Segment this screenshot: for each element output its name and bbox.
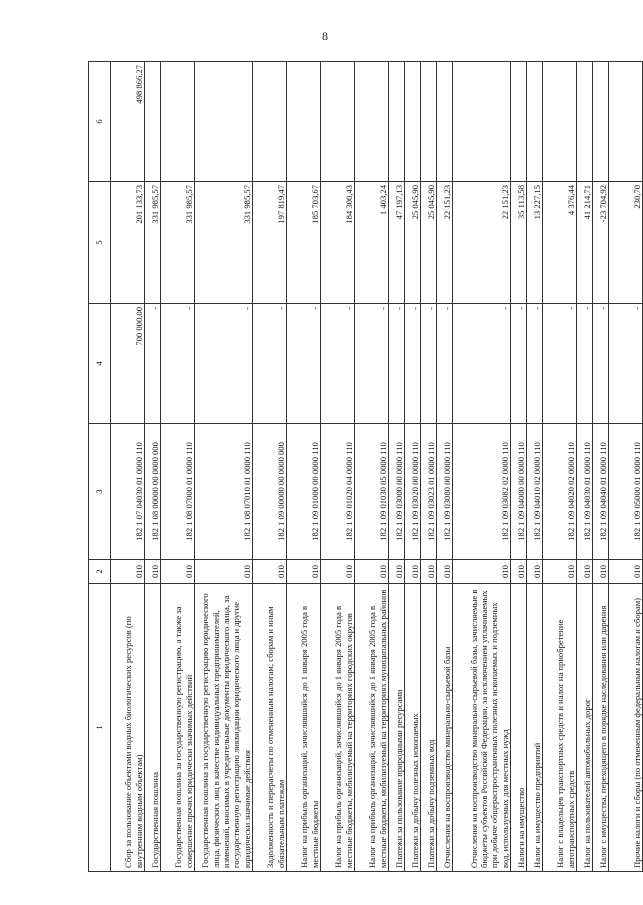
header-cell-3: 3 [89, 424, 111, 560]
row-fact: 25 045,90 [421, 182, 437, 304]
rotated-page-area [88, 62, 642, 872]
row-name: Государственная пошлина за государственную регистрацию, а также за совершение прочих юридически значимых действий [161, 584, 195, 872]
header-cell-1: 1 [89, 584, 111, 872]
row-code-kbk: 182 1 07 04030 01 0000 110 [111, 424, 145, 560]
row-plan: - [527, 304, 543, 424]
table-row [453, 62, 511, 872]
row-plan: - [145, 304, 161, 424]
revenue-table [88, 61, 643, 872]
row-name: Налог на имущество предприятий [527, 584, 543, 872]
row-fact: 35 113,58 [511, 182, 527, 304]
table-row [111, 62, 145, 872]
row-code-line: 010 [527, 560, 543, 584]
row-code-kbk: 182 1 09 01000 00 0000 110 [287, 424, 321, 560]
row-unfulfilled [421, 62, 437, 182]
row-code-line: 010 [593, 560, 609, 584]
row-unfulfilled [195, 62, 253, 182]
row-code-kbk: 182 1 09 04040 01 0000 110 [593, 424, 609, 560]
row-plan: - [253, 304, 287, 424]
row-name: Налог на прибыль организаций, зачислявшийся до 1 января 2005 года в местные бюджеты, мобилизуемый на территориях городских округов [321, 584, 355, 872]
revenue-table-frame [88, 62, 642, 872]
row-plan: - [321, 304, 355, 424]
row-code-line: 010 [287, 560, 321, 584]
table-row [405, 62, 421, 872]
row-unfulfilled [161, 62, 195, 182]
row-code-kbk: 182 1 09 03000 00 0000 110 [389, 424, 405, 560]
row-plan: - [405, 304, 421, 424]
header-cell-6: 6 [89, 62, 111, 182]
row-code-kbk: 182 1 09 04000 00 0000 110 [511, 424, 527, 560]
row-unfulfilled [593, 62, 609, 182]
row-fact: 1 403,24 [355, 182, 389, 304]
row-plan: - [161, 304, 195, 424]
row-plan: - [453, 304, 511, 424]
row-code-line: 010 [453, 560, 511, 584]
row-name: Налог с имущества, переходящего в порядке наследования или дарения [593, 584, 609, 872]
row-name: Налог с владельцев транспортных средств и налог на приобретение автотранспортных средств [543, 584, 577, 872]
header-cell-4: 4 [89, 304, 111, 424]
row-unfulfilled [389, 62, 405, 182]
row-fact: 22 151,23 [437, 182, 453, 304]
table-row [355, 62, 389, 872]
row-unfulfilled [577, 62, 593, 182]
row-code-kbk: 182 1 09 03020 00 0000 110 [405, 424, 421, 560]
row-plan: 700 000,00 [111, 304, 145, 424]
row-name: Сбор за пользование объектами водных биологических ресурсов (по внутренним водным объектам) [111, 584, 145, 872]
row-name: Отчисления на воспроизводство минерально-сырьевой базы [437, 584, 453, 872]
row-name: Налог на прибыль организаций, зачислявшийся до 1 января 2005 года в местные бюджеты [287, 584, 321, 872]
row-plan: - [511, 304, 527, 424]
row-fact: 184 300,43 [321, 182, 355, 304]
row-fact: 185 703,67 [287, 182, 321, 304]
row-unfulfilled [453, 62, 511, 182]
row-code-kbk: 182 1 08 00000 00 0000 000 [145, 424, 161, 560]
row-fact: 331 985,57 [195, 182, 253, 304]
row-unfulfilled: 498 866,27 [111, 62, 145, 182]
row-fact: -23 704,92 [593, 182, 609, 304]
table-row [253, 62, 287, 872]
table-row [321, 62, 355, 872]
table-row [287, 62, 321, 872]
row-plan: - [593, 304, 609, 424]
row-code-kbk: 182 1 08 07000 01 0000 110 [161, 424, 195, 560]
row-code-kbk: 182 1 09 04010 02 0000 110 [527, 424, 543, 560]
row-name: Налог на прибыль организаций, зачислявшийся до 1 января 2005 года в местные бюджеты, мобилизуемый на территориях муниципальных районов [355, 584, 389, 872]
row-unfulfilled [321, 62, 355, 182]
row-code-line: 010 [111, 560, 145, 584]
row-code-line: 010 [195, 560, 253, 584]
row-code-line: 010 [421, 560, 437, 584]
row-name: Платежи за добычу подземных вод [421, 584, 437, 872]
header-cell-5: 5 [89, 182, 111, 304]
table-row [609, 62, 643, 872]
row-name: Государственная пошлина за государственную регистрацию юридического лица, физических лиц в качестве индивидуальных предпринимателей, изменений, вносимых в учредительные документы юридического лица, за государственную регистрацию ликвидации юридического лица и другие юридически значимые действия [195, 584, 253, 872]
row-unfulfilled [437, 62, 453, 182]
row-fact: 22 151,23 [453, 182, 511, 304]
row-fact: 25 045,90 [405, 182, 421, 304]
row-fact: 331 985,57 [145, 182, 161, 304]
row-name: Платежи за пользование природными ресурсами [389, 584, 405, 872]
row-code-kbk: 182 1 09 03082 02 0000 110 [453, 424, 511, 560]
table-row [593, 62, 609, 872]
table-row [437, 62, 453, 872]
page-number: 8 [322, 29, 328, 43]
row-unfulfilled [355, 62, 389, 182]
table-row [161, 62, 195, 872]
table-row [195, 62, 253, 872]
row-code-line: 010 [577, 560, 593, 584]
row-unfulfilled [253, 62, 287, 182]
row-code-kbk: 182 1 09 05000 01 0000 110 [609, 424, 643, 560]
row-code-line: 010 [511, 560, 527, 584]
row-name: Отчисления на воспроизводство минерально-сырьевой базы, зачисляемые в бюджеты субъектов Российской Федерации, за исключением уплачиваемых при добыче общераспространенных полезных ископаемых и подземных вод, используемых для местных нужд [453, 584, 511, 872]
row-plan: - [543, 304, 577, 424]
row-code-kbk: 182 1 08 07010 01 0000 110 [195, 424, 253, 560]
row-name: Налоги на имущество [511, 584, 527, 872]
table-row [389, 62, 405, 872]
table-row [511, 62, 527, 872]
row-code-line: 010 [609, 560, 643, 584]
row-unfulfilled [405, 62, 421, 182]
row-name: Платежи за добычу полезных ископаемых [405, 584, 421, 872]
row-plan: - [437, 304, 453, 424]
table-row [421, 62, 437, 872]
row-name: Налог на пользователей автомобильных дорог [577, 584, 593, 872]
table-header-row [89, 62, 111, 872]
row-code-kbk: 182 1 09 00000 00 0000 000 [253, 424, 287, 560]
table-row [543, 62, 577, 872]
row-code-kbk: 182 1 09 01020 04 0000 110 [321, 424, 355, 560]
row-plan: - [355, 304, 389, 424]
row-plan: - [195, 304, 253, 424]
row-code-line: 010 [253, 560, 287, 584]
row-code-kbk: 182 1 09 04020 02 0000 110 [543, 424, 577, 560]
row-fact: 41 214,71 [577, 182, 593, 304]
header-cell-2: 2 [89, 560, 111, 584]
row-unfulfilled [511, 62, 527, 182]
row-fact: 331 985,57 [161, 182, 195, 304]
row-code-line: 010 [145, 560, 161, 584]
row-name: Государственная пошлина [145, 584, 161, 872]
row-unfulfilled [287, 62, 321, 182]
row-fact: 201 133,73 [111, 182, 145, 304]
row-code-line: 010 [389, 560, 405, 584]
row-code-kbk: 182 1 09 03023 01 0000 110 [421, 424, 437, 560]
row-name: Прочие налоги и сборы (по отмененным федеральным налогам и сборам) [609, 584, 643, 872]
row-code-line: 010 [437, 560, 453, 584]
row-fact: 197 819,47 [253, 182, 287, 304]
row-code-kbk: 182 1 09 04030 01 0000 110 [577, 424, 593, 560]
row-unfulfilled [145, 62, 161, 182]
row-code-kbk: 182 1 09 01030 05 0000 110 [355, 424, 389, 560]
row-plan: - [577, 304, 593, 424]
row-plan: - [389, 304, 405, 424]
row-code-line: 010 [321, 560, 355, 584]
row-fact: 4 376,44 [543, 182, 577, 304]
row-code-line: 010 [161, 560, 195, 584]
row-unfulfilled [609, 62, 643, 182]
row-code-line: 010 [543, 560, 577, 584]
row-unfulfilled [527, 62, 543, 182]
table-row [145, 62, 161, 872]
row-code-line: 010 [405, 560, 421, 584]
row-name: Задолженность и перерасчеты по отмененным налогам, сборам и иным обязательным платежам [253, 584, 287, 872]
row-unfulfilled [543, 62, 577, 182]
row-plan: - [609, 304, 643, 424]
row-plan: - [421, 304, 437, 424]
row-code-kbk: 182 1 09 03080 00 0000 110 [437, 424, 453, 560]
row-fact: 13 227,15 [527, 182, 543, 304]
table-row [577, 62, 593, 872]
row-fact: 47 197,13 [389, 182, 405, 304]
row-code-line: 010 [355, 560, 389, 584]
row-plan: - [287, 304, 321, 424]
row-fact: 230,70 [609, 182, 643, 304]
table-row [527, 62, 543, 872]
